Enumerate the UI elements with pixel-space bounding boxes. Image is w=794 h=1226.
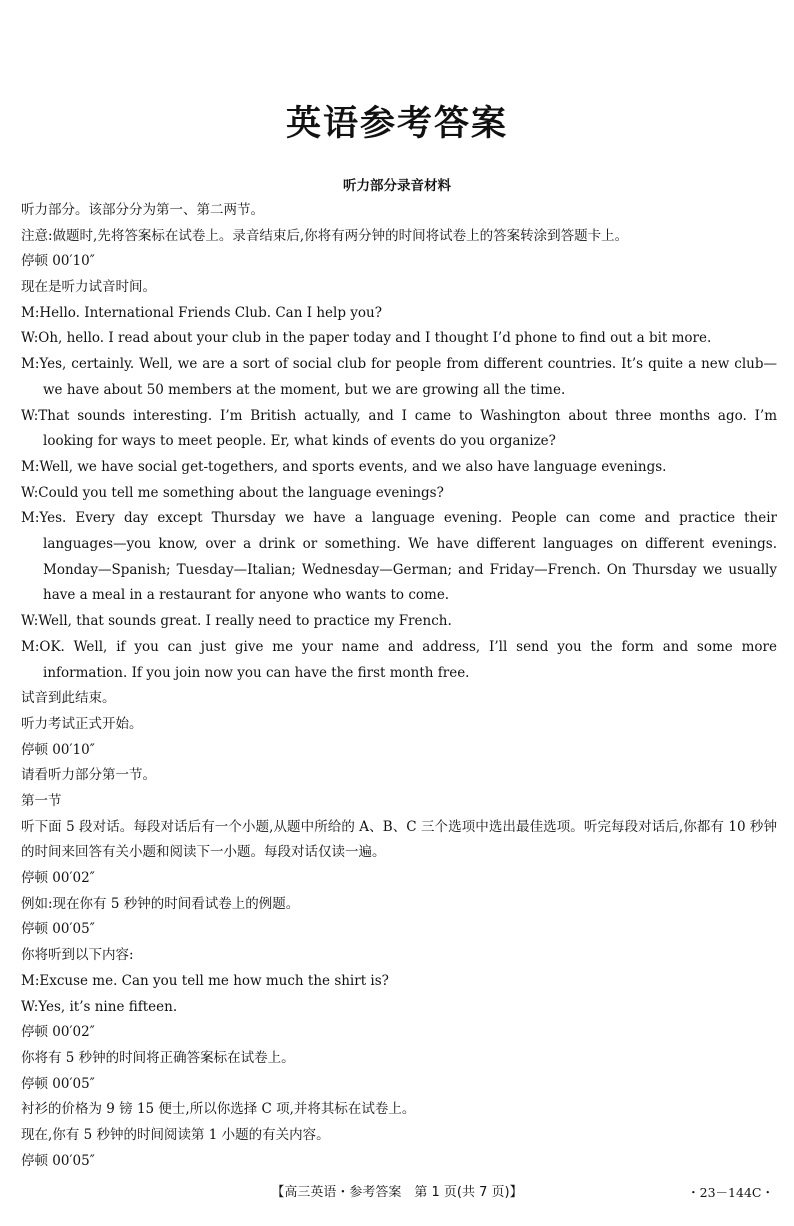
- text-line: 你将有 5 秒钟的时间将正确答案标在试卷上。: [21, 1049, 295, 1066]
- text-line: M:Hello. International Friends Club. Can I help you?: [21, 304, 382, 321]
- text-line: M:Yes. Every day except Thursday we have a language evening. People can come and practice their languages—you know, over a drink or something. We have different languages on different evenings. Monday—Spanish; Tuesday—Italian; Wednesday—German; and Friday—French. On Thursday we usually have a meal in a restaurant for anyone who wants to come.: [21, 510, 777, 604]
- text-line: 注意:做题时,先将答案标在试卷上。录音结束后,你将有两分钟的时间将试卷上的答案转涂到答题卡上。: [21, 227, 629, 244]
- text-line: W:Oh, hello. I read about your club in the paper today and I thought I’d phone to find out a bit more.: [21, 330, 712, 347]
- footer-code: ・23－144C・: [687, 1185, 774, 1200]
- text-line: M:Excuse me. Can you tell me how much the shirt is?: [21, 972, 389, 989]
- text-line: M:Yes, certainly. Well, we are a sort of social club for people from different countries. It’s quite a new club—we have about 50 members at the moment, but we are growing all the time.: [21, 356, 777, 398]
- text-line: 停顿 00′02″: [21, 870, 95, 887]
- text-line: 衬衫的价格为 9 镑 15 便士,所以你选择 C 项,并将其标在试卷上。: [21, 1101, 416, 1118]
- section-subtitle: 听力部分录音材料: [343, 178, 451, 194]
- text-line: 停顿 00′05″: [21, 921, 95, 938]
- text-line: W:That sounds interesting. I’m British actually, and I came to Washington about three months ago. I’m looking for ways to meet people. Er, what kinds of events do you organize?: [21, 407, 777, 450]
- text-line: 听力部分。该部分分为第一、第二两节。: [21, 202, 264, 218]
- page-footer: [0, 1183, 794, 1203]
- text-line: M:OK. Well, if you can just give me your name and address, I’ll send you the form and some more information. If you join now you can have the first month free.: [21, 638, 777, 681]
- text-line: 停顿 00′05″: [21, 1152, 95, 1169]
- text-line: 听下面 5 段对话。每段对话后有一个小题,从题中所给的 A、B、C 三个选项中选出最佳选项。听完每段对话后,你都有 10 秒钟的时间来回答有关小题和阅读下一小题。每段对话仅读一遍。: [21, 818, 777, 861]
- text-line: W:Well, that sounds great. I really need to practice my French.: [21, 613, 452, 630]
- text-line: 请看听力部分第一节。: [21, 767, 156, 784]
- text-line: 停顿 00′10″: [21, 741, 95, 758]
- footer-page-info: 【高三英语・参考答案 第 1 页(共 7 页)】: [271, 1185, 523, 1200]
- text-line: 现在是听力试音时间。: [21, 279, 156, 296]
- text-line: 停顿 00′10″: [21, 253, 95, 270]
- page-title: 英语参考答案: [285, 104, 508, 144]
- text-line: 你将听到以下内容:: [21, 947, 134, 964]
- text-line: 第一节: [21, 792, 62, 809]
- text-line: 例如:现在你有 5 秒钟的时间看试卷上的例题。: [21, 895, 300, 912]
- text-line: W:Could you tell me something about the language evenings?: [21, 484, 444, 501]
- text-line: 停顿 00′05″: [21, 1075, 95, 1092]
- text-line: 试音到此结束。: [21, 690, 116, 707]
- text-line: W:Yes, it’s nine fifteen.: [21, 998, 178, 1015]
- text-line: 听力考试正式开始。: [21, 715, 143, 732]
- document-body: [21, 198, 777, 1174]
- text-line: M:Well, we have social get-togethers, and sports events, and we also have language evenings.: [21, 458, 667, 475]
- text-line: 现在,你有 5 秒钟的时间阅读第 1 小题的有关内容。: [21, 1126, 330, 1143]
- text-line: 停顿 00′02″: [21, 1024, 95, 1041]
